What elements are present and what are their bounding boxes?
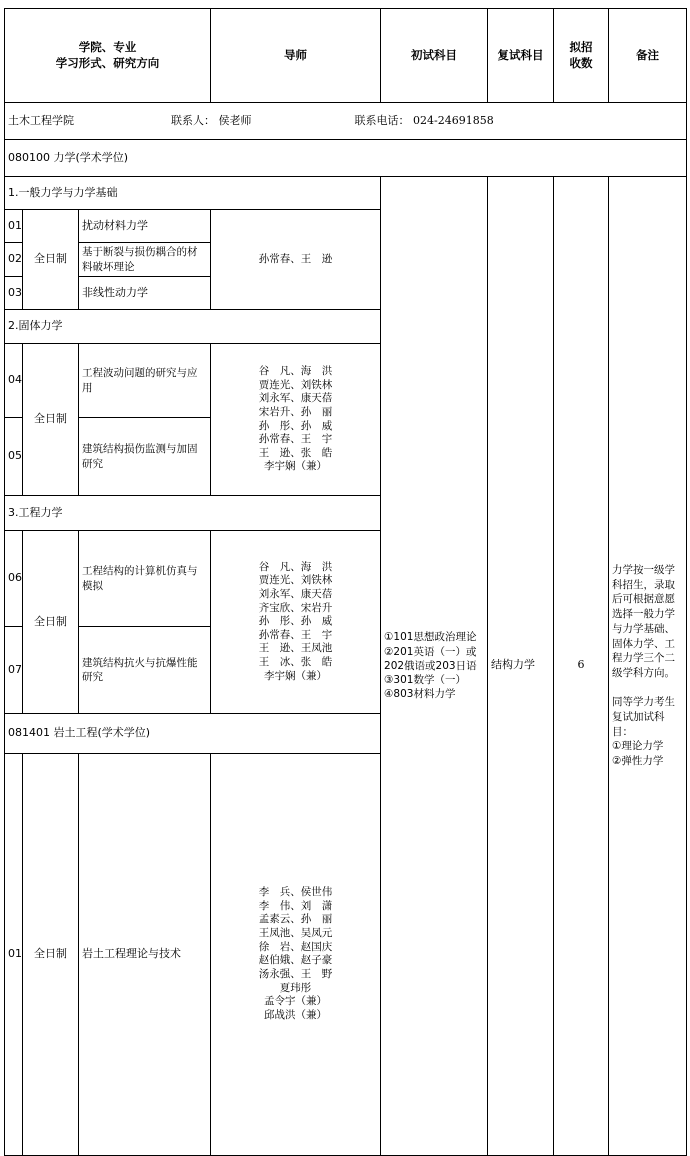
study-mode: 全日制 (23, 210, 79, 310)
header-row (5, 9, 687, 103)
college-cell (5, 103, 687, 140)
major1-title: 080100 力学(学术学位) (5, 140, 687, 177)
header-quota-cell (554, 9, 609, 103)
major2-title: 081401 岩土工程(学术学位) (5, 714, 687, 754)
header-quota-line1: 拟招 (569, 39, 593, 54)
header-retest: 复试科目 (488, 9, 554, 103)
direction-no: 05 (5, 418, 23, 496)
major2-title-row (5, 714, 687, 754)
college-row (5, 103, 687, 140)
header-note: 备注 (609, 9, 687, 103)
group2-title: 2.固体力学 (5, 310, 381, 344)
group3-title: 3.工程力学 (5, 496, 381, 531)
major1-exam-subjects: ①101思想政治理论 ②201英语（一）或202俄语或203日语 ③301数学（一） ④803材料力学 (381, 177, 488, 1156)
direction-name: 工程结构的计算机仿真与模拟 (79, 531, 211, 627)
group1-advisors: 孙常春、王 逊 (211, 210, 381, 310)
group1-title-row (5, 177, 687, 210)
direction-no: 02 (5, 243, 23, 277)
group3-advisors: 谷 凡、海 洪 贾连光、刘铁林 刘永军、康天蓓 齐宝欣、宋岩升 孙 彤、孙 威 孙常春、王 宇 王 逊、王凤池 王 冰、张 皓 李宇娴（兼） (211, 531, 381, 714)
phone-label: 联系电话： (354, 113, 410, 127)
phone-number: 024-24691858 (413, 113, 494, 127)
direction-name: 非线性动力学 (79, 277, 211, 310)
header-college-line2: 学习形式、研究方向 (55, 55, 160, 70)
major1-title-row (5, 140, 687, 177)
direction-name: 建筑结构抗火与抗爆性能研究 (79, 627, 211, 714)
direction-name: 建筑结构损伤监测与加固研究 (79, 418, 211, 496)
direction-no: 01 (5, 210, 23, 243)
direction-name: 基于断裂与损伤耦合的材料破坏理论 (79, 243, 211, 277)
direction-no: 01 (5, 754, 23, 1156)
contact-label: 联系人： (171, 113, 215, 127)
direction-name: 扰动材料力学 (79, 210, 211, 243)
major2-advisors: 李 兵、侯世伟 李 伟、刘 潇 孟素云、孙 丽 王凤池、吴凤元 徐 岩、赵国庆 赵伯娥、赵子豪 汤永强、王 野 夏玮彤 孟令宇（兼） 邱战洪（兼） (211, 754, 381, 1156)
major1-note: 力学按一级学科招生，录取后可根据意愿选择一般力学与力学基础、固体力学、工程力学三个二级学科方向。 同等学力考生复试加试科目： ①理论力学 ②弹性力学 (609, 177, 687, 1156)
study-mode: 全日制 (23, 531, 79, 714)
study-mode: 全日制 (23, 754, 79, 1156)
college-name: 土木工程学院 (8, 113, 74, 127)
header-college-line1: 学院、专业 (78, 39, 137, 54)
header-college-cell (5, 9, 211, 103)
direction-no: 06 (5, 531, 23, 627)
direction-no: 03 (5, 277, 23, 310)
direction-no: 04 (5, 344, 23, 418)
major1-retest-subject: 结构力学 (488, 177, 554, 1156)
direction-name: 岩土工程理论与技术 (79, 754, 211, 1156)
group2-advisors: 谷 凡、海 洪 贾连光、刘铁林 刘永军、康天蓓 宋岩升、孙 丽 孙 彤、孙 威 孙常春、王 宇 王 逊、张 皓 李宇娴（兼） (211, 344, 381, 496)
contact-name: 侯老师 (218, 113, 252, 127)
major1-quota: 6 (554, 177, 609, 1156)
header-exam: 初试科目 (381, 9, 488, 103)
group1-title: 1.一般力学与力学基础 (5, 177, 381, 210)
admission-table (4, 8, 687, 1156)
header-advisor: 导师 (211, 9, 381, 103)
direction-no: 07 (5, 627, 23, 714)
study-mode: 全日制 (23, 344, 79, 496)
header-quota-line2: 收数 (569, 55, 593, 70)
direction-name: 工程波动问题的研究与应用 (79, 344, 211, 418)
